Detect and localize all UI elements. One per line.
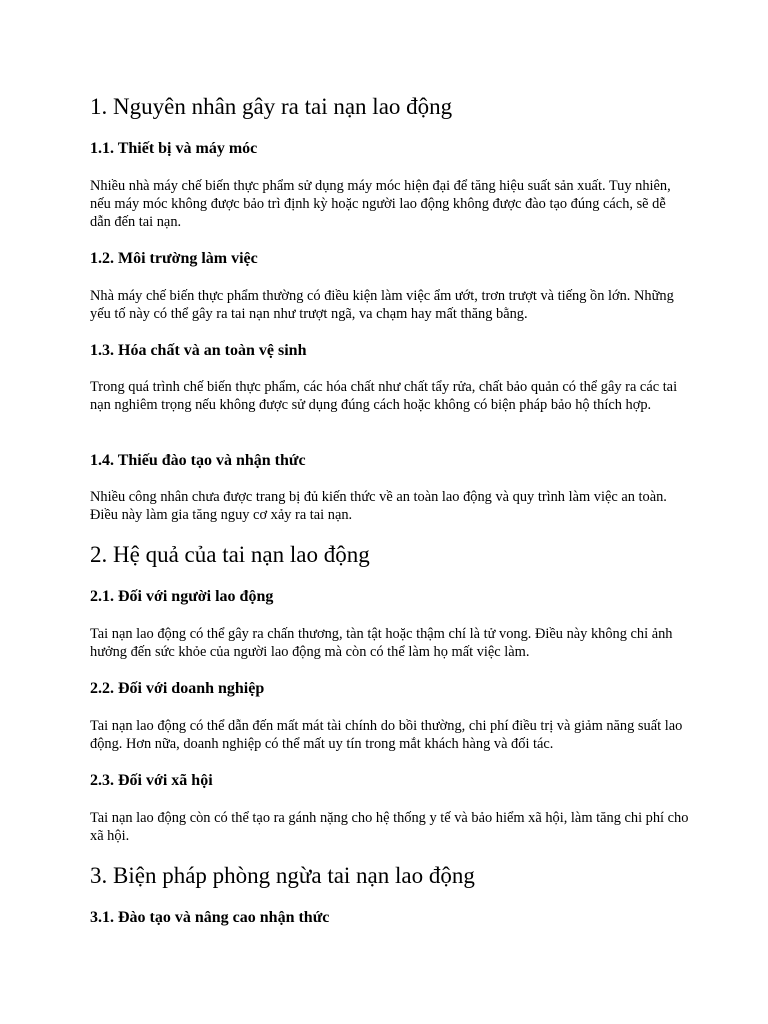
section-heading-2: 2. Hệ quả của tai nạn lao động	[90, 542, 370, 567]
subsection-heading-1-2: 1.2. Môi trường làm việc	[90, 250, 258, 267]
section-heading-1: 1. Nguyên nhân gây ra tai nạn lao động	[90, 94, 453, 119]
subsection-heading-1-1: 1.1. Thiết bị và máy móc	[90, 140, 258, 157]
section-heading-3: 3. Biện pháp phòng ngừa tai nạn lao động	[90, 863, 475, 888]
paragraph-1-3: Trong quá trình chế biến thực phẩm, các hóa chất như chất tẩy rửa, chất bảo quản có thể gây ra các tai nạn nghiêm trọng nếu không được sử dụng đúng cách hoặc không có biện pháp bảo hộ thích hợp.	[90, 379, 678, 413]
subsection-heading-2-2: 2.2. Đối với doanh nghiệp	[90, 680, 265, 697]
paragraph-1-4: Nhiều công nhân chưa được trang bị đủ kiến thức về an toàn lao động và quy trình làm việc an toàn. Điều này làm gia tăng nguy cơ xảy ra tai nạn.	[90, 489, 667, 523]
subsection-heading-1-3: 1.3. Hóa chất và an toàn vệ sinh	[90, 342, 307, 359]
subsection-heading-2-1: 2.1. Đối với người lao động	[90, 588, 274, 605]
subsection-heading-1-4: 1.4. Thiếu đào tạo và nhận thức	[90, 452, 306, 469]
paragraph-2-2: Tai nạn lao động có thể dẫn đến mất mát tài chính do bồi thường, chi phí điều trị và giảm năng suất lao động. Hơn nữa, doanh nghiệp có thể mất uy tín trong mắt khách hàng và đối tác.	[90, 718, 683, 752]
subsection-heading-2-3: 2.3. Đối với xã hội	[90, 772, 213, 789]
subsection-heading-3-1: 3.1. Đào tạo và nâng cao nhận thức	[90, 909, 330, 926]
paragraph-2-3: Tai nạn lao động còn có thể tạo ra gánh nặng cho hệ thống y tế và bảo hiểm xã hội, làm tăng chi phí cho xã hội.	[90, 810, 689, 844]
paragraph-1-2: Nhà máy chế biến thực phẩm thường có điều kiện làm việc ẩm ướt, trơn trượt và tiếng ồn lớn. Những yếu tố này có thể gây ra tai nạn như trượt ngã, va chạm hay mất thăng bằng.	[90, 288, 674, 322]
paragraph-2-1: Tai nạn lao động có thể gây ra chấn thương, tàn tật hoặc thậm chí là tử vong. Điều này không chỉ ảnh hưởng đến sức khỏe của người lao động mà còn có thể làm họ mất việc làm.	[90, 626, 673, 660]
paragraph-1-1: Nhiều nhà máy chế biến thực phẩm sử dụng máy móc hiện đại để tăng hiệu suất sản xuất. Tuy nhiên, nếu máy móc không được bảo trì định kỳ hoặc người lao động không được đào tạo đúng cách, sẽ dễ dẫn đến tai nạn.	[90, 178, 671, 230]
